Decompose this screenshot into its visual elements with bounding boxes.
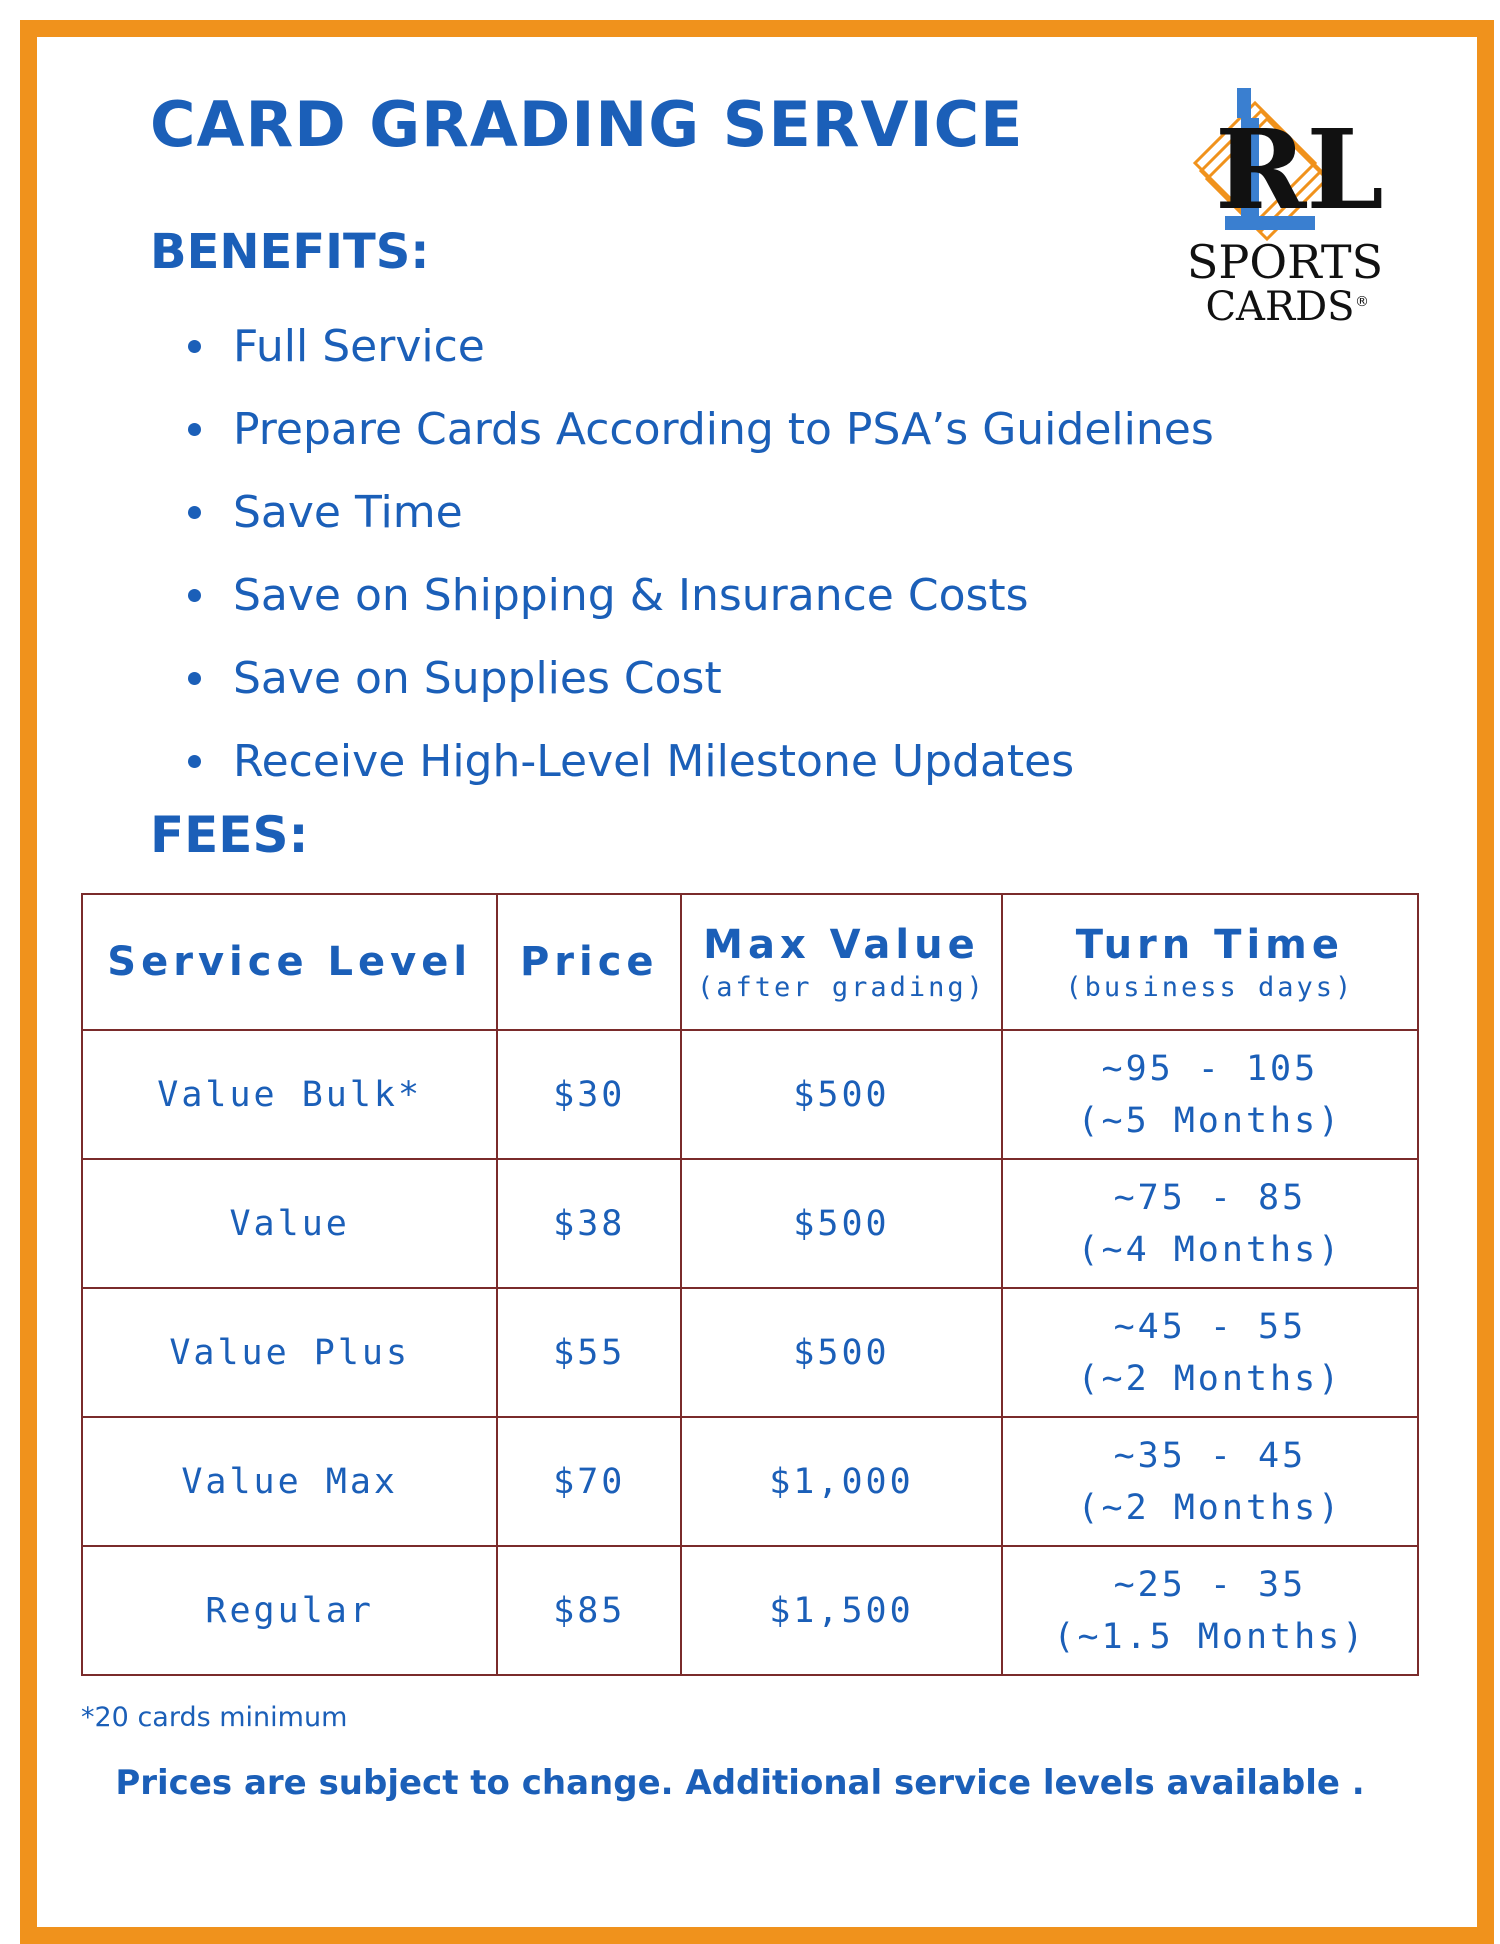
max-value-cell: $500	[681, 1159, 1002, 1288]
logo-registered-mark: ®	[1355, 294, 1369, 310]
max-value-cell: $500	[681, 1030, 1002, 1159]
column-header-service-level: Service Level	[82, 894, 497, 1030]
bullet-icon	[188, 506, 201, 519]
table-row	[82, 1288, 1418, 1417]
price-cell: $85	[497, 1546, 681, 1675]
benefit-text: Save on Shipping & Insurance Costs	[233, 570, 1029, 621]
fees-table	[81, 893, 1419, 1676]
logo-line1: SPORTS	[1186, 235, 1384, 289]
turn-days: ~25 - 35	[1113, 1564, 1307, 1605]
price-cell: $30	[497, 1030, 681, 1159]
turn-days: ~35 - 45	[1113, 1435, 1307, 1476]
list-item	[183, 637, 1283, 720]
turn-time-cell	[1002, 1030, 1418, 1159]
list-item	[183, 471, 1283, 554]
price-cell: $38	[497, 1159, 681, 1288]
disclaimer: Prices are subject to change. Additional service levels available .	[115, 1763, 1365, 1803]
service-level-cell: Value Max	[82, 1417, 497, 1546]
bullet-icon	[188, 672, 201, 685]
turn-time-cell	[1002, 1288, 1418, 1417]
bullet-icon	[188, 589, 201, 602]
turn-months: (~4 Months)	[1077, 1229, 1343, 1270]
price-cell: $55	[497, 1288, 681, 1417]
footnote: *20 cards minimum	[81, 1702, 348, 1733]
benefits-heading: BENEFITS:	[150, 224, 430, 280]
table-header-row	[82, 894, 1418, 1030]
service-level-cell: Value Plus	[82, 1288, 497, 1417]
column-header-turn-time: Turn Time (business days)	[1002, 894, 1418, 1030]
list-item	[183, 388, 1283, 471]
turn-days: ~75 - 85	[1113, 1177, 1307, 1218]
max-value-cell: $1,500	[681, 1546, 1002, 1675]
turn-time-cell	[1002, 1159, 1418, 1288]
bullet-icon	[188, 423, 201, 436]
logo-line2: CARDS	[1205, 284, 1355, 328]
benefit-text: Prepare Cards According to PSA’s Guidelines	[233, 404, 1214, 455]
benefit-text: Full Service	[233, 321, 485, 372]
logo-monogram: RL	[1215, 105, 1384, 234]
rl-sports-cards-logo	[1185, 88, 1385, 328]
turn-time-cell	[1002, 1417, 1418, 1546]
max-value-cell: $500	[681, 1288, 1002, 1417]
turn-months: (~2 Months)	[1077, 1487, 1343, 1528]
max-value-cell: $1,000	[681, 1417, 1002, 1546]
turn-months: (~5 Months)	[1077, 1100, 1343, 1141]
list-item	[183, 720, 1283, 803]
page-title: CARD GRADING SERVICE	[150, 88, 1024, 161]
table-row	[82, 1546, 1418, 1675]
benefits-list	[183, 305, 1283, 803]
service-level-cell: Regular	[82, 1546, 497, 1675]
price-cell: $70	[497, 1417, 681, 1546]
turn-days: ~95 - 105	[1101, 1048, 1319, 1089]
bullet-icon	[188, 755, 201, 768]
turn-days: ~45 - 55	[1113, 1306, 1307, 1347]
table-row	[82, 1417, 1418, 1546]
fees-heading: FEES:	[150, 806, 309, 864]
turn-time-cell	[1002, 1546, 1418, 1675]
column-header-max-value: Max Value (after grading)	[681, 894, 1002, 1030]
list-item	[183, 305, 1283, 388]
service-level-cell: Value Bulk*	[82, 1030, 497, 1159]
benefit-text: Save Time	[233, 487, 463, 538]
benefit-text: Receive High-Level Milestone Updates	[233, 736, 1075, 787]
service-level-cell: Value	[82, 1159, 497, 1288]
table-row	[82, 1030, 1418, 1159]
turn-months: (~2 Months)	[1077, 1358, 1343, 1399]
bullet-icon	[188, 340, 201, 353]
list-item	[183, 554, 1283, 637]
benefit-text: Save on Supplies Cost	[233, 653, 722, 704]
turn-months: (~1.5 Months)	[1053, 1616, 1367, 1657]
column-header-price: Price	[497, 894, 681, 1030]
table-row	[82, 1159, 1418, 1288]
